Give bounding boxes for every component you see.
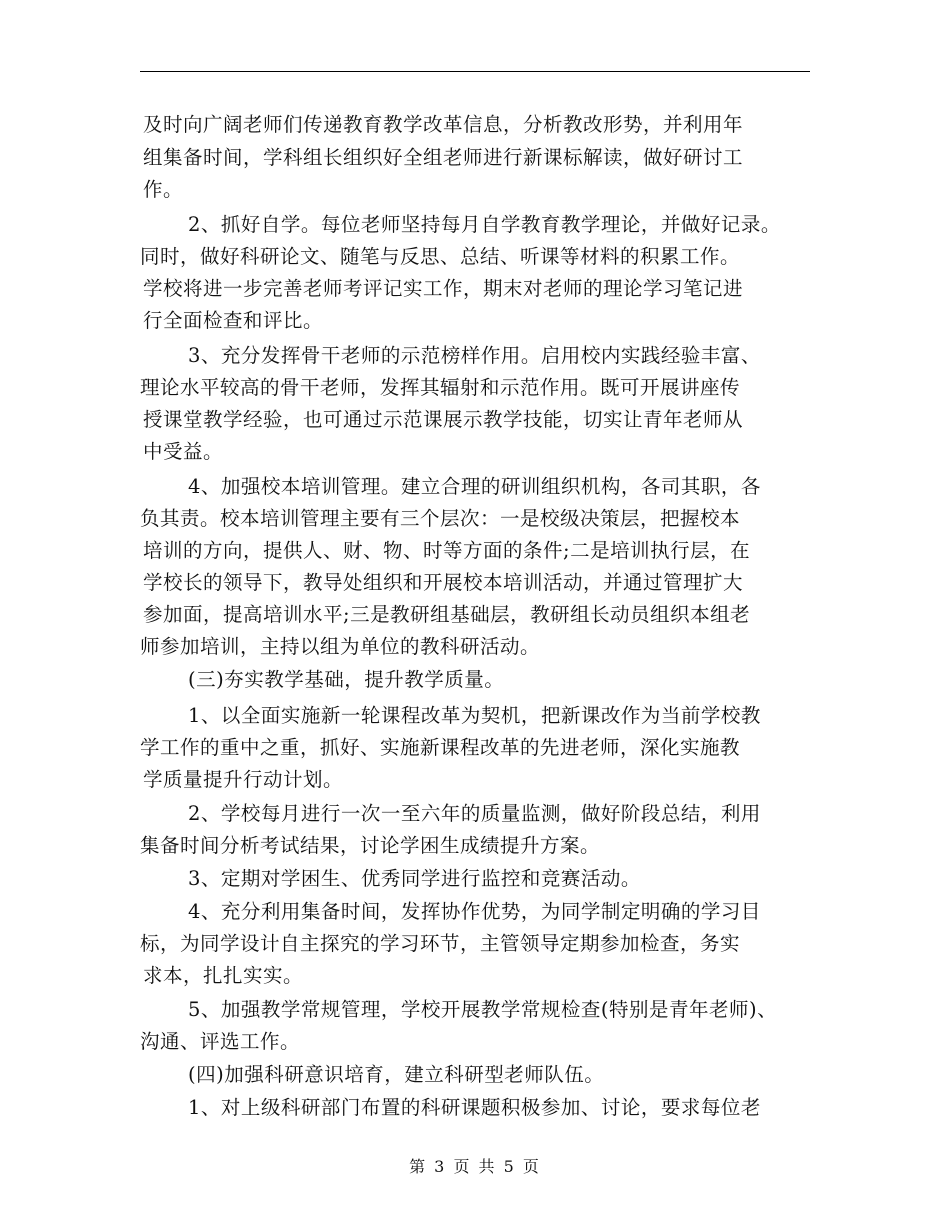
text-line: 1、以全面实施新一轮课程改革为契机，把新课改作为当前学校教 bbox=[188, 704, 761, 727]
text-line: 理论水平较高的骨干老师，发挥其辐射和示范作用。既可开展讲座传 bbox=[140, 376, 741, 399]
text-line: 4、加强校本培训管理。建立合理的研训组织机构，各司其职，各 bbox=[188, 475, 761, 498]
text-line: 3、充分发挥骨干老师的示范榜样作用。启用校内实践经验丰富、 bbox=[188, 344, 761, 367]
text-line: 及时向广阔老师们传递教育教学改革信息，分析教改形势，并利用年 bbox=[143, 113, 744, 136]
text-line: 作。 bbox=[143, 178, 184, 201]
text-line: 求本，扎扎实实。 bbox=[143, 964, 304, 987]
text-line: 1、对上级科研部门布置的科研课题积极参加、讨论，要求每位老 bbox=[188, 1096, 761, 1119]
text-line: 师参加培训，主持以组为单位的教科研活动。 bbox=[140, 635, 541, 658]
text-line: 2、抓好自学。每位老师坚持每月自学教育教学理论，并做好记录。 bbox=[188, 213, 781, 236]
text-line: 授课堂教学经验，也可通过示范课展示教学技能，切实让青年老师从 bbox=[143, 408, 744, 431]
text-line: 2、学校每月进行一次一至六年的质量监测，做好阶段总结，利用 bbox=[188, 802, 761, 825]
page-number: 第 3 页 共 5 页 bbox=[409, 1157, 541, 1176]
text-line: 培训的方向，提供人、财、物、时等方面的条件;二是培训执行层，在 bbox=[143, 539, 751, 562]
text-line: 行全面检查和评比。 bbox=[143, 309, 324, 332]
text-line: 组集备时间，学科组长组织好全组老师进行新课标解读，做好研讨工 bbox=[143, 146, 744, 169]
text-line: 3、定期对学困生、优秀同学进行监控和竞赛活动。 bbox=[188, 867, 641, 890]
text-line: 学校长的领导下，教导处组织和开展校本培训活动，并通过管理扩大 bbox=[143, 571, 744, 594]
text-line: 标，为同学设计自主探究的学习环节，主管领导定期参加检查，务实 bbox=[140, 932, 741, 955]
text-line: 5、加强教学常规管理，学校开展教学常规检查(特别是青年老师)、 bbox=[188, 998, 778, 1021]
text-line: 学工作的重中之重，抓好、实施新课程改革的先进老师，深化实施教 bbox=[140, 736, 741, 759]
text-line: 负其责。校本培训管理主要有三个层次：一是校级决策层，把握校本 bbox=[140, 507, 741, 530]
header-rule bbox=[140, 71, 810, 72]
section-heading: (四)加强科研意识培育，建立科研型老师队伍。 bbox=[188, 1063, 605, 1086]
text-line: 4、充分利用集备时间，发挥协作优势，为同学制定明确的学习目 bbox=[188, 900, 761, 923]
text-line: 中受益。 bbox=[143, 440, 224, 463]
section-heading: (三)夯实教学基础，提升教学质量。 bbox=[188, 668, 505, 691]
text-line: 集备时间分析考试结果，讨论学困生成绩提升方案。 bbox=[140, 834, 601, 857]
text-line: 学质量提升行动计划。 bbox=[143, 768, 344, 791]
text-line: 同时，做好科研论文、随笔与反思、总结、听课等材料的积累工作。 bbox=[140, 245, 741, 268]
text-line: 参加面，提高培训水平;三是教研组基础层，教研组长动员组织本组老 bbox=[143, 603, 751, 626]
text-line: 沟通、评选工作。 bbox=[140, 1030, 301, 1053]
text-line: 学校将进一步完善老师考评记实工作，期末对老师的理论学习笔记进 bbox=[143, 277, 744, 300]
